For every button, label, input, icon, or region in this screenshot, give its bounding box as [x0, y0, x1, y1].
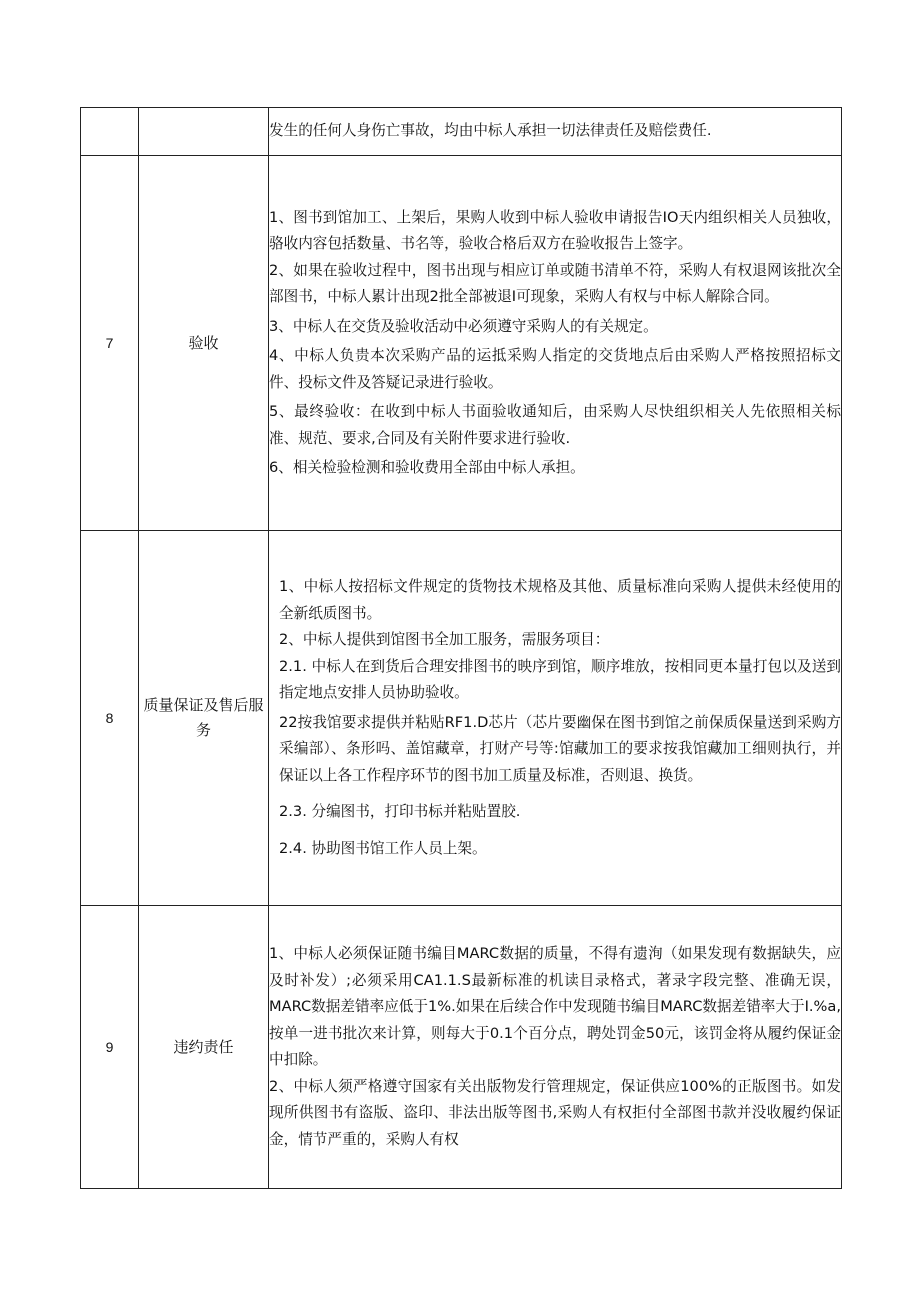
paragraph: 2.4. 协助图书馆工作人员上架。 [279, 839, 487, 857]
paragraph: 22按我馆要求提供并粘贴RF1.D芯片（芯片要幽保在图书到馆之前保质保量送到采购方采编部）、条形吗、盖馆藏章，打财产号等:馆藏加工的要求按我馆藏加工细则执行，并保证以上各工作程序环节的图书加工质量及标准，否则退、换货。 [279, 713, 841, 784]
table-row-continued [81, 108, 842, 156]
paragraph: 6、相关检验检测和验收费用全部由中标人承担。 [269, 459, 585, 476]
paragraph: 1、中标人必须保证随书编目MARC数据的质量，不得有遗洵（如果发现有数据缺失，应及时补发）;必须采用CA1.1.S最新标准的机读目录格式，著录字段完整、准确无误，MARC数据差错率应低于1%.如果在后续合作中发现随书编目MARC数据差错率大于I.%a,按单一进书批次来计算，则每大于0.1个百分点，聘处罚金50元，该罚金将从履约保证金中扣除。 [269, 945, 841, 1068]
paragraph: 3、中标人在交货及验收活动中必须遵守采购人的有关规定。 [269, 317, 658, 335]
paragraph: 1、图书到馆加工、上架后，果购人收到中标人验收申请报告IO天内组织相关人员独收，骆收内容包括数量、书名等，验收合格后双方在验收报告上签字。 [269, 208, 841, 252]
paragraph: 发生的任何人身伤亡事故，均由中标人承担一切法律责任及赔偿费任. [269, 122, 712, 140]
row-content [269, 906, 842, 1189]
row-number: 7 [81, 156, 139, 531]
row-label: 验收 [139, 156, 269, 531]
row-label [139, 108, 269, 156]
paragraph: 2、中标人提供到馆图书全加工服务，需服务项目： [279, 631, 610, 648]
paragraph: 4、中标人负贵本次采购产品的运抵采购人指定的交货地点后由采购人严格按照招标文件、投标文件及答疑记录进行验收。 [269, 347, 841, 391]
paragraph: 2.1. 中标人在到货后合理安排图书的映序到馆，顺序堆放，按相同更本量打包以及送到指定地点安排人员协助验收。 [279, 657, 841, 701]
row-content [269, 156, 842, 531]
paragraph: 2、中标人须严格遵守国家有关出版物发行管理规定，保证供应100%的正版图书。如发现所供图书有盗版、盗印、非法出版等图书,采购人有权拒付全部图书款并没收履约保证金，情节严重的，采购人有权 [269, 1077, 841, 1148]
row-content [269, 531, 842, 906]
row-number [81, 108, 139, 156]
table-row-acceptance [81, 156, 842, 531]
paragraph: 2.3. 分编图书，打印书标并粘贴置胶. [279, 803, 521, 820]
row-content [269, 108, 842, 156]
row-number: 9 [81, 906, 139, 1189]
paragraph: 5、最终验收：在收到中标人书面验收通知后，由采购人尽快组织相关人先依照相关标准、规范、要求,合同及有关附件要求进行验收. [269, 403, 841, 447]
table-row-breach-liability [81, 906, 842, 1189]
paragraph: 1、中标人按招标文件规定的货物技术规格及其他、质量标准向采购人提供未经使用的全新纸质图书。 [279, 578, 841, 622]
requirements-table [80, 107, 842, 1189]
paragraph: 2、如果在验收过程中，图书出现与相应订单或随书清单不符，采购人有权退网该批次全部图书，中标人累计出现2批全部被退I可现象，采购人有权与中标人解除合同。 [269, 261, 841, 305]
row-label: 违约责任 [139, 906, 269, 1189]
table-row-quality-service [81, 531, 842, 906]
row-number: 8 [81, 531, 139, 906]
row-label: 质量保证及售后服务 [139, 531, 269, 906]
